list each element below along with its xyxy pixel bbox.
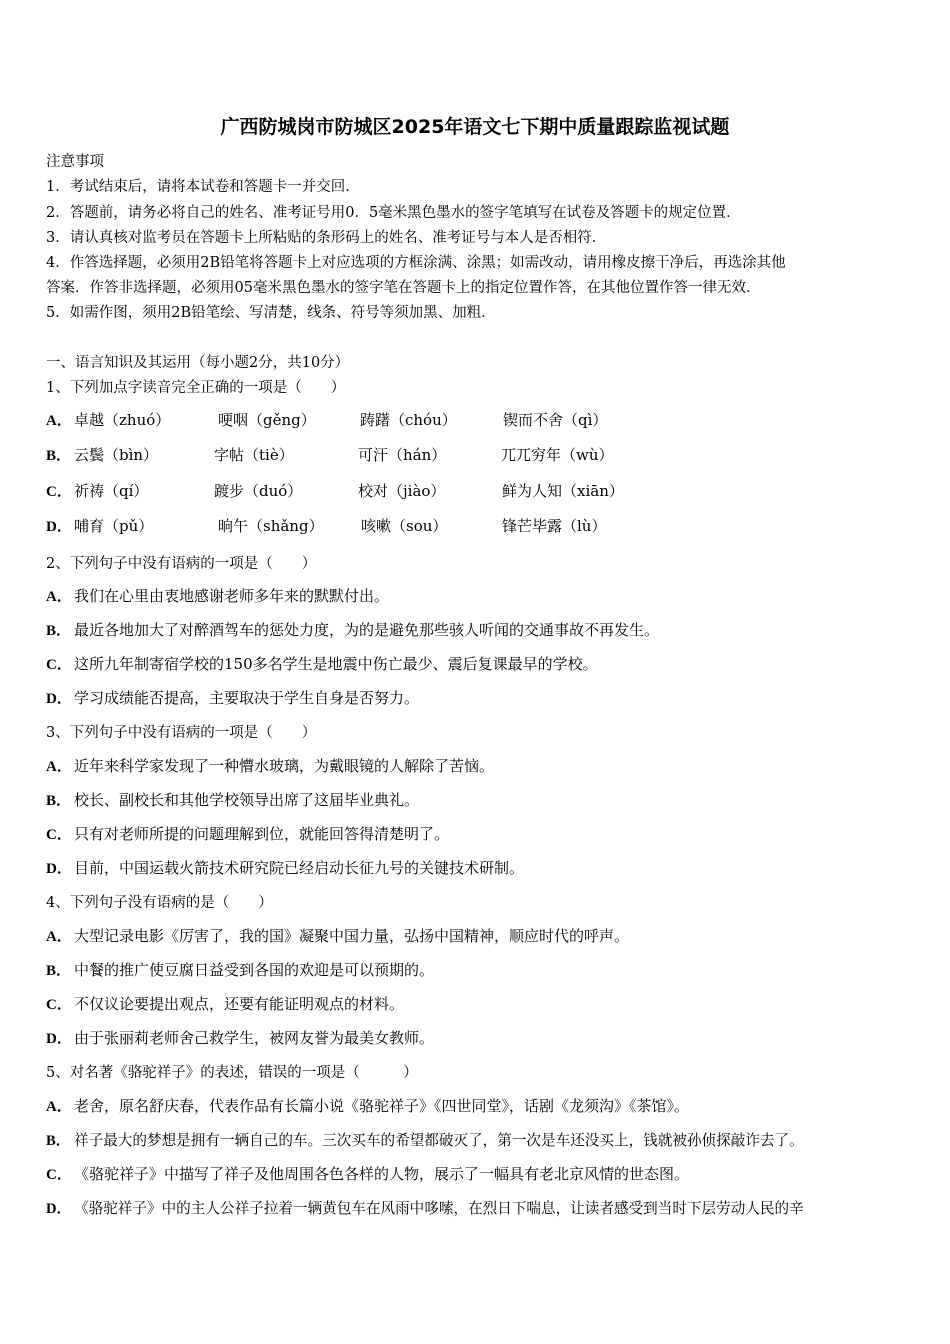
q1-cell: 祈祷（qí）	[74, 482, 149, 500]
option-c	[46, 993, 404, 1014]
question-stem: 2、下列句子中没有语病的一项是（ ）	[46, 556, 317, 572]
q1-cell: 锲而不舍（qì）	[503, 411, 608, 429]
option-label: A．	[46, 1099, 72, 1115]
option-text: 祥子最大的梦想是拥有一辆自己的车。三次买车的希望都破灭了，第一次是车还没买上，钱就被孙侦探敲诈去了。	[74, 1132, 804, 1149]
option-c	[46, 653, 598, 674]
option-c	[46, 1163, 689, 1184]
option-b	[46, 1129, 804, 1150]
option-label: C．	[46, 657, 72, 673]
q1-row-c	[46, 480, 74, 501]
q1-cell: 校对（jiào）	[358, 482, 446, 500]
q1-row-b	[46, 444, 74, 465]
option-label: A．	[46, 929, 72, 945]
option-a	[46, 755, 494, 776]
option-label: D．	[46, 691, 72, 707]
option-d	[46, 687, 419, 708]
option-d	[46, 1197, 804, 1218]
option-label: D．	[46, 1201, 72, 1217]
q1-cell: 兀兀穷年（wù）	[501, 446, 614, 464]
q1-cell: 踱步（duó）	[214, 482, 303, 500]
question-stem: 5、对名著《骆驼祥子》的表述，错误的一项是（ ）	[46, 1065, 418, 1081]
option-b	[46, 959, 434, 980]
option-label: C．	[46, 1167, 72, 1183]
option-label: B．	[46, 448, 72, 464]
option-d	[46, 857, 524, 878]
option-text: 最近各地加大了对醉酒驾车的惩处力度，为的是避免那些骇人听闻的交通事故不再发生。	[74, 621, 660, 639]
option-label: B．	[46, 793, 72, 809]
option-label: A．	[46, 759, 72, 775]
q1-cell: 踌躇（chóu）	[360, 411, 457, 429]
option-text: 中餐的推广使豆腐日益受到各国的欢迎是可以预期的。	[74, 961, 435, 979]
option-label: C．	[46, 997, 72, 1013]
option-d	[46, 1027, 434, 1048]
q1-row-d	[46, 515, 74, 536]
section-heading: 一、语言知识及其运用（每小题2分，共10分）	[46, 355, 350, 371]
option-text: 只有对老师所提的问题理解到位，就能回答得清楚明了。	[74, 825, 450, 843]
notice-item: 2．答题前，请务必将自己的姓名、准考证号用0．5毫米黑色墨水的签字笔填写在试卷及答题卡的规定位置．	[46, 205, 741, 221]
option-b	[46, 619, 659, 640]
question-stem: 4、下列句子没有语病的是（ ）	[46, 895, 273, 911]
notice-item: 3．请认真核对监考员在答题卡上所粘贴的条形码上的姓名、准考证号与本人是否相符．	[46, 230, 607, 246]
option-label: A．	[46, 589, 72, 605]
q1-cell: 鲜为人知（xiān）	[502, 482, 624, 500]
notice-item: 5．如需作图，须用2B铅笔绘、写清楚，线条、符号等须加黑、加粗．	[46, 305, 496, 321]
option-text: 老舍，原名舒庆春，代表作品有长篇小说《骆驼祥子》《四世同堂》，话剧《龙须沟》《茶馆》。	[74, 1097, 690, 1115]
notice-heading: 注意事项	[46, 154, 104, 170]
page-title: 广西防城岗市防城区2025年语文七下期中质量跟踪监视试题	[220, 116, 730, 138]
option-text: 《骆驼祥子》中的主人公祥子拉着一辆黄包车在风雨中哆嗦，在烈日下喘息，让读者感受到当时下层劳动人民的辛	[74, 1200, 804, 1217]
option-a	[46, 1095, 689, 1116]
option-c	[46, 823, 449, 844]
option-a	[46, 925, 629, 946]
q1-cell: 卓越（zhuó）	[74, 411, 171, 429]
option-label: D．	[46, 1031, 72, 1047]
option-text: 目前，中国运载火箭技术研究院已经启动长征九号的关键技术研制。	[74, 859, 525, 877]
option-text: 《骆驼祥子》中描写了祥子及他周围各色各样的人物，展示了一幅具有老北京风情的世态图。	[74, 1165, 690, 1183]
option-label: C．	[46, 827, 72, 843]
option-text: 我们在心里由衷地感谢老师多年来的默默付出。	[74, 587, 390, 605]
q1-row-a	[46, 409, 74, 430]
option-a	[46, 585, 389, 606]
option-text: 由于张丽莉老师舍己救学生，被网友誉为最美女教师。	[74, 1029, 435, 1047]
question-stem: 3、下列句子中没有语病的一项是（ ）	[46, 725, 317, 741]
q1-cell: 哺育（pǔ）	[74, 517, 154, 535]
option-label: D．	[46, 519, 72, 535]
option-text: 这所九年制寄宿学校的150多名学生是地震中伤亡最少、震后复课最早的学校。	[74, 655, 598, 673]
option-b	[46, 789, 419, 810]
q1-cell: 哽咽（gěng）	[218, 411, 316, 429]
option-label: A．	[46, 413, 72, 429]
option-label: D．	[46, 861, 72, 877]
q1-cell: 字帖（tiè）	[214, 446, 294, 464]
question-stem: 1、下列加点字读音完全正确的一项是（ ）	[46, 380, 346, 396]
q1-cell: 咳嗽（sou）	[361, 517, 448, 535]
q1-cell: 可汗（hán）	[358, 446, 447, 464]
notice-item: 答案．作答非选择题，必须用05毫米黑色墨水的签字笔在答题卡上的指定位置作答，在其他位置作答一律无效．	[46, 280, 761, 296]
option-text: 不仅议论要提出观点，还要有能证明观点的材料。	[74, 995, 405, 1013]
option-text: 学习成绩能否提高，主要取决于学生自身是否努力。	[74, 689, 420, 707]
notice-item: 1．考试结束后，请将本试卷和答题卡一并交回．	[46, 179, 360, 195]
option-label: C．	[46, 484, 72, 500]
q1-cell: 锋芒毕露（lù）	[502, 517, 607, 535]
q1-cell: 晌午（shǎng）	[218, 517, 324, 535]
option-text: 大型记录电影《厉害了，我的国》凝聚中国力量，弘扬中国精神，顺应时代的呼声。	[74, 927, 630, 945]
option-label: B．	[46, 623, 72, 639]
option-label: B．	[46, 963, 72, 979]
option-label: B．	[46, 1133, 71, 1149]
option-text: 校长、副校长和其他学校领导出席了这届毕业典礼。	[74, 791, 420, 809]
q1-cell: 云鬓（bìn）	[74, 446, 159, 464]
notice-item: 4．作答选择题，必须用2B铅笔将答题卡上对应选项的方框涂满、涂黑；如需改动，请用橡皮擦干净后，再选涂其他	[46, 255, 786, 271]
option-text: 近年来科学家发现了一种懵水玻璃，为戴眼镜的人解除了苦恼。	[74, 757, 495, 775]
